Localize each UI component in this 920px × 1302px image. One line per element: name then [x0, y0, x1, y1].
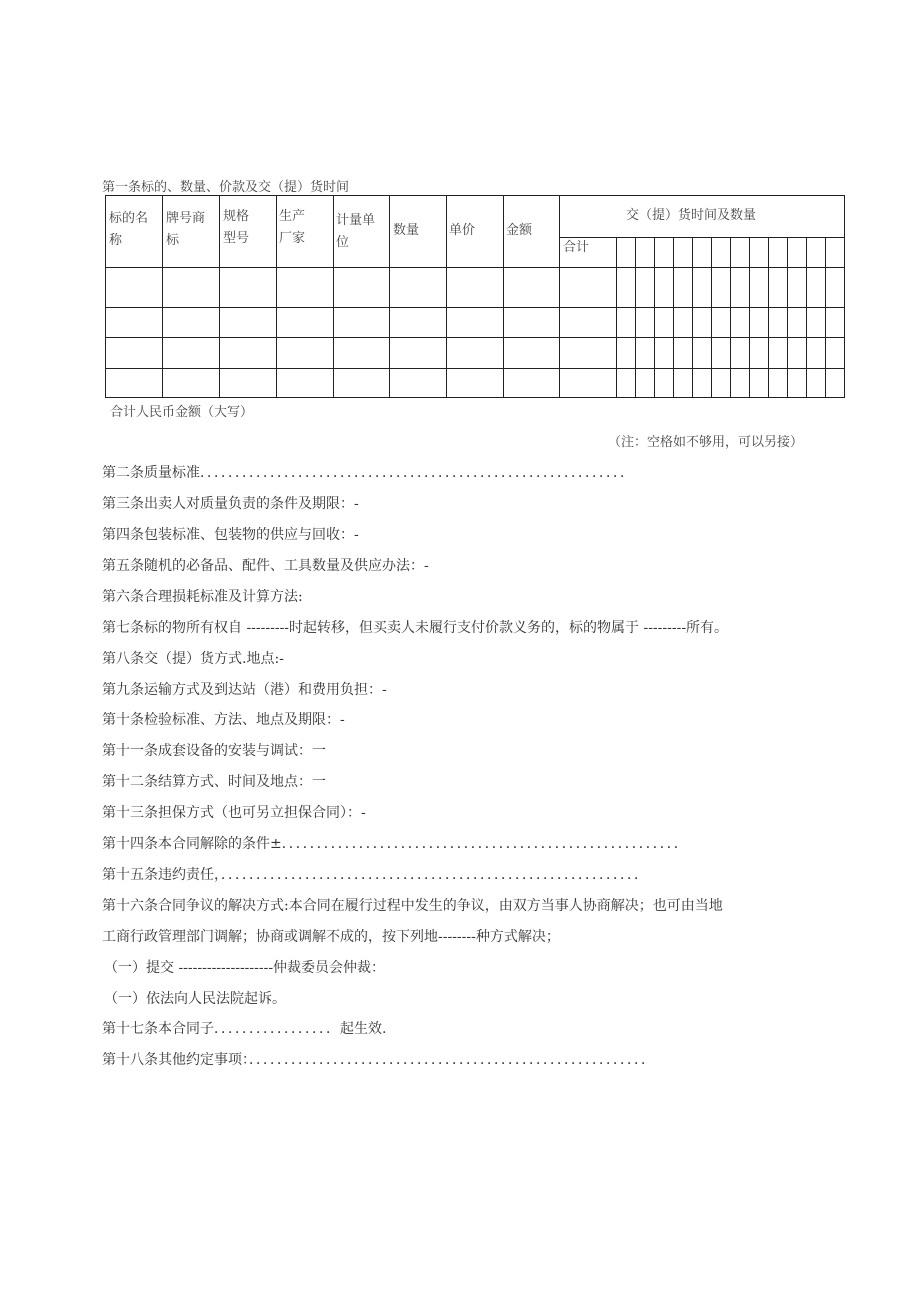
table-col-divider	[559, 196, 560, 397]
header-unit: 计量单位	[336, 213, 376, 250]
table-col-divider	[389, 196, 390, 397]
table-col-divider	[673, 237, 674, 397]
table-col-divider	[333, 196, 334, 397]
clause-7: 第七条标的物所有权自 ---------时起转移，但买卖人未履行支付价款义务的，标的物属于 ---------所有。	[102, 620, 729, 636]
table-col-divider	[787, 237, 788, 397]
header-brand: 牌号商标	[166, 211, 206, 248]
table-col-divider	[503, 196, 504, 397]
option-arbitration: （一）提交 --------------------仲裁委员会仲裁：	[104, 960, 386, 976]
clause-8: 第八条交（提）货方式.地点:-	[102, 651, 284, 667]
clause-15: 第十五条违约责任，．．．．．．．．．．．．．．．．．．．．．．．．．．．．．．．．．．．．．．．．．．．．．．．．．．．．．．．．．．．．	[102, 867, 648, 883]
section1-title: 第一条标的、数量、价款及交（提）货时间	[102, 180, 350, 195]
clause-5: 第五条随机的必备品、配件、工具数量及供应办法：-	[102, 558, 429, 574]
table-col-divider	[730, 237, 731, 397]
table-row-divider	[106, 267, 844, 268]
table-col-divider	[654, 237, 655, 397]
clause-10: 第十条检验标准、方法、地点及期限：-	[102, 712, 345, 728]
table-col-divider	[749, 237, 750, 397]
header-price: 单价	[449, 223, 476, 238]
table-col-divider	[446, 196, 447, 397]
clause-13: 第十三条担保方式（也可另立担保合同）：-	[102, 805, 366, 821]
clause-11: 第十一条成套设备的安装与调试：一	[102, 743, 326, 759]
table-col-divider	[635, 237, 636, 397]
clause-16-cont: 工商行政管理部门调解；协商或调解不成的，按下列地--------种方式解决；	[102, 929, 560, 945]
header-delivery: 交（提）货时间及数量	[626, 208, 757, 223]
table-row-divider	[106, 307, 844, 308]
clause-9: 第九条运输方式及到达站（港）和费用负担：-	[102, 682, 387, 698]
header-qty: 数量	[393, 223, 420, 238]
table-note: （注：空格如不够用，可以另接）	[608, 435, 804, 450]
header-spec: 规格型号	[223, 209, 250, 246]
clause-3: 第三条出卖人对质量负责的条件及期限：-	[102, 496, 359, 512]
total-amount-label: 合计人民币金额（大写）	[110, 405, 254, 420]
clause-6: 第六条合理损耗标准及计算方法:	[102, 589, 303, 605]
clause-18: 第十八条其他约定事项：．．．．．．．．．．．．．．．．．．．．．．．．．．．．．．．．．．．．．．．．．．．．．．．．．．．．．．．．．	[102, 1052, 655, 1068]
clause-2: 第二条质量标准．．．．．．．．．．．．．．．．．．．．．．．．．．．．．．．．．．．．．．．．．．．．．．．．．．．．．．．．．．．．．	[102, 465, 634, 481]
clause-17: 第十七条本合同子．．．．．．．．．．．．．．．．．起生效.	[102, 1021, 387, 1037]
table-col-divider	[219, 196, 220, 397]
table-col-divider	[162, 196, 163, 397]
delivery-subheader-line	[559, 237, 844, 238]
table-row-divider	[106, 368, 844, 369]
header-subtotal: 合计	[563, 240, 590, 255]
table-col-divider	[616, 237, 617, 397]
clause-16: 第十六条合同争议的解决方式:本合同在履行过程中发生的争议，由双方当事人协商解决；也可由当地	[102, 898, 723, 914]
header-name: 标的名称	[109, 211, 149, 248]
table-col-divider	[692, 237, 693, 397]
header-amount: 金额	[506, 223, 533, 238]
option-court: （一）依法向人民法院起诉。	[104, 991, 286, 1007]
clause-14: 第十四条本合同解除的条件±．．．．．．．．．．．．．．．．．．．．．．．．．．．．．．．．．．．．．．．．．．．．．．．．．．．．．．．．．	[102, 836, 688, 852]
table-col-divider	[825, 237, 826, 397]
header-maker: 生产厂家	[279, 209, 306, 246]
table-col-divider	[806, 237, 807, 397]
table-col-divider	[711, 237, 712, 397]
table-col-divider	[276, 196, 277, 397]
clause-4: 第四条包装标准、包装物的供应与回收：-	[102, 527, 359, 543]
table-row-divider	[106, 337, 844, 338]
goods-table	[105, 195, 845, 398]
clause-12: 第十二条结算方式、时间及地点：一	[102, 774, 326, 790]
table-col-divider	[768, 237, 769, 397]
